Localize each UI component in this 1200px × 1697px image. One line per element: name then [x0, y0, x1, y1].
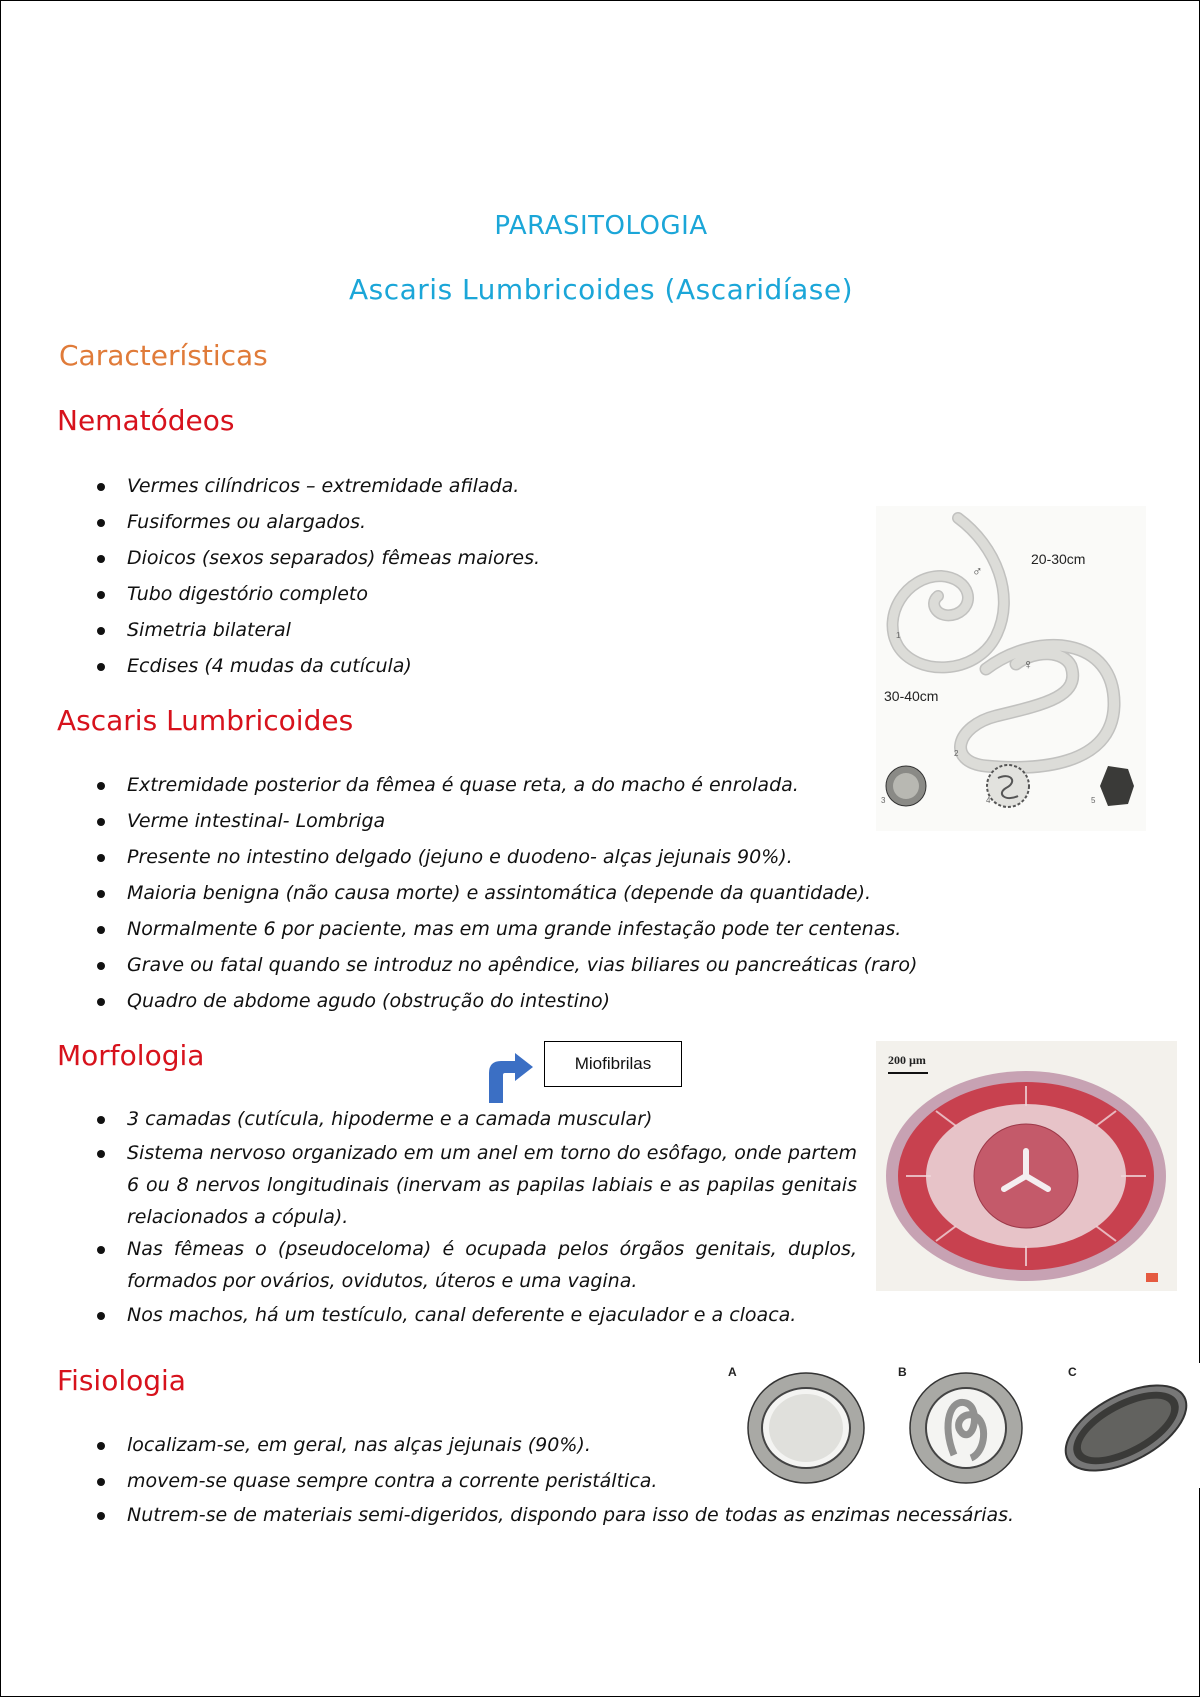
list-item: Grave ou fatal quando se introduz no apêndice, vias biliares ou pancreáticas (raro) — [97, 947, 977, 983]
list-item: Normalmente 6 por paciente, mas em uma grande infestação pode ter centenas. — [97, 911, 977, 947]
list-item: 3 camadas (cutícula, hipoderme e a camada muscular) — [97, 1101, 857, 1137]
female-symbol-icon: ♀ — [1023, 656, 1034, 672]
egg-label-c: C — [1068, 1365, 1077, 1379]
egg-label-a: A — [728, 1365, 737, 1379]
list-item: Simetria bilateral — [97, 612, 797, 648]
document-title: PARASITOLOGIA — [494, 211, 708, 241]
list-item: localizam-se, em geral, nas alças jejunais (90%). — [97, 1427, 1027, 1463]
scale-bar-label: 200 µm — [888, 1053, 926, 1067]
miofibrilas-callout: Miofibrilas — [544, 1041, 682, 1087]
list-item: Maioria benigna (não causa morte) e assintomática (depende da quantidade). — [97, 875, 977, 911]
figure-number-5: 5 — [1091, 796, 1096, 805]
section-heading-fisiologia: Fisiologia — [57, 1364, 186, 1397]
section-heading-ascaris: Ascaris Lumbricoides — [57, 704, 354, 737]
list-item: Ecdises (4 mudas da cutícula) — [97, 648, 797, 684]
list-item: Nos machos, há um testículo, canal deferente e ejaculador e a cloaca. — [97, 1297, 857, 1333]
nematodeos-list — [97, 468, 797, 684]
document-subtitle: Ascaris Lumbricoides (Ascaridíase) — [348, 273, 854, 306]
figure-number-3: 3 — [881, 796, 886, 805]
female-size-label: 30-40cm — [884, 688, 939, 704]
list-item: Verme intestinal- Lombriga — [97, 803, 977, 839]
list-item: Nas fêmeas o (pseudoceloma) é ocupada pelos órgãos genitais, duplos, formados por ovários, ovidutos, úteros e uma vagina. — [97, 1233, 857, 1297]
list-item: Dioicos (sexos separados) fêmeas maiores. — [97, 540, 797, 576]
list-item: movem-se quase sempre contra a corrente peristáltica. — [97, 1463, 1027, 1499]
ascaris-list — [97, 767, 977, 1019]
figure-number-2: 2 — [954, 749, 959, 758]
egg-c — [1052, 1368, 1200, 1488]
figure-number-1: 1 — [896, 631, 901, 640]
list-item: Sistema nervoso organizado em um anel em torno do esôfago, onde partem 6 ou 8 nervos longitudinais (inervam as papilas labiais e as papilas genitais relacionados a cópula). — [97, 1137, 857, 1233]
egg-label-b: B — [898, 1365, 907, 1379]
bent-arrow-icon — [487, 1051, 537, 1103]
list-item: Vermes cilíndricos – extremidade afilada. — [97, 468, 797, 504]
morfologia-list — [97, 1101, 857, 1333]
section-heading-caracteristicas: Características — [59, 339, 268, 372]
fisiologia-list — [97, 1427, 1027, 1531]
section-heading-morfologia: Morfologia — [57, 1039, 205, 1072]
histology-cross-section-figure — [876, 1041, 1177, 1291]
list-item: Extremidade posterior da fêmea é quase reta, a do macho é enrolada. — [97, 767, 977, 803]
figure-number-4: 4 — [986, 796, 991, 805]
section-heading-nematodeos: Nematódeos — [57, 404, 235, 437]
male-symbol-icon: ♂ — [972, 563, 983, 579]
cross-section-illustration — [876, 1041, 1177, 1291]
list-item: Nutrem-se de materiais semi-digeridos, dispondo para isso de todas as enzimas necessárias. — [97, 1499, 1027, 1531]
male-size-label: 20-30cm — [1031, 551, 1086, 567]
list-item: Presente no intestino delgado (jejuno e duodeno- alças jejunais 90%). — [97, 839, 977, 875]
list-item: Tubo digestório completo — [97, 576, 797, 612]
egg-5 — [1100, 766, 1134, 806]
list-item: Fusiformes ou alargados. — [97, 504, 797, 540]
list-item: Quadro de abdome agudo (obstrução do intestino) — [97, 983, 977, 1019]
